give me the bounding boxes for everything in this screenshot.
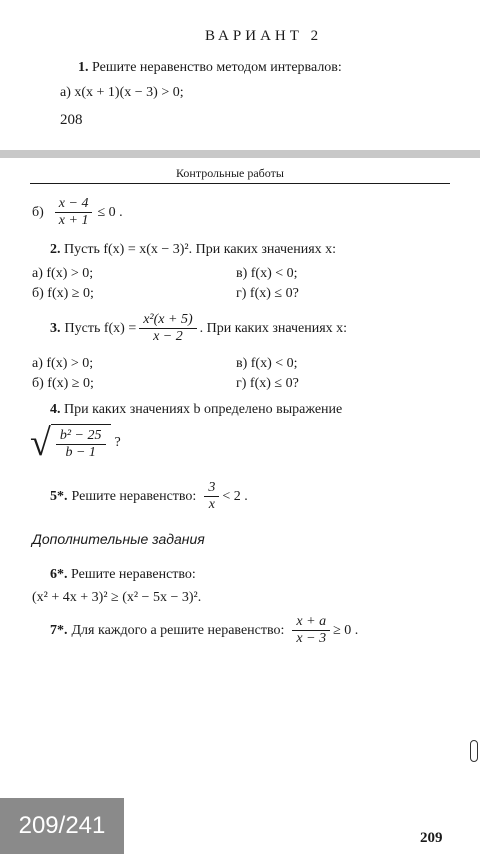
- task1-heading: 1. Решите неравенство методом интервалов:: [78, 60, 342, 75]
- task3-part-g: г) f(x) ≤ 0?: [236, 376, 299, 391]
- page-number-right: 209: [420, 830, 443, 846]
- fraction: $\frac{3}{x}$: [204, 480, 219, 513]
- task2-part-a: а) f(x) > 0;: [32, 266, 94, 281]
- task6-expression: (x² + 4x + 3)² ≥ (x² − 5x − 3)².: [32, 590, 202, 605]
- header-rule: [30, 183, 450, 184]
- page-number-left: 208: [60, 112, 83, 128]
- running-head: Контрольные работы: [176, 166, 284, 180]
- fraction: $\frac{x - 4}{x + 1}$: [55, 196, 93, 229]
- task2-part-v: в) f(x) < 0;: [236, 266, 298, 281]
- task2-part-g: г) f(x) ≤ 0?: [236, 286, 299, 301]
- variant-heading: ВАРИАНТ 2: [205, 28, 323, 44]
- fraction: $\frac{\text{x²(x + 5)}}{x - 2}$: [139, 312, 196, 345]
- task1-part-b: б) $\frac{x - 4}{x + 1}$ ≤ 0 .: [32, 196, 123, 228]
- square-root: √ $\frac{\text{b² − 25}}{b - 1}$: [30, 424, 111, 462]
- task3-heading: 3. Пусть f(x) = $\frac{\text{x²(x + 5)}}{x - 2}$ . При каких значениях x:: [50, 312, 348, 344]
- task3-part-b: б) f(x) ≥ 0;: [32, 376, 94, 391]
- additional-tasks-title: Дополнительные задания: [32, 531, 205, 547]
- task3-part-a: а) f(x) > 0;: [32, 356, 94, 371]
- task4-expression: √ $\frac{\text{b² − 25}}{b - 1}$ ?: [30, 422, 121, 464]
- page-divider: [0, 150, 480, 158]
- scrollbar-handle[interactable]: [470, 740, 478, 762]
- task2-part-b: б) f(x) ≥ 0;: [32, 286, 94, 301]
- task6-heading: 6*. Решите неравенство:: [50, 567, 196, 582]
- task7: 7*. Для каждого a решите неравенство: $\frac{x + a}{x - 3}$ ≥ 0 .: [50, 614, 359, 646]
- fraction: $\frac{x + a}{x - 3}$: [292, 614, 330, 647]
- task4-heading: 4. При каких значениях b определено выражение: [50, 402, 343, 417]
- fraction: $\frac{\text{b² − 25}}{b - 1}$: [56, 428, 106, 461]
- task3-part-v: в) f(x) < 0;: [236, 356, 298, 371]
- page-counter-badge: 209/241: [0, 798, 124, 854]
- task5: 5*. Решите неравенство: $\frac{3}{x}$ < 2 .: [50, 480, 248, 512]
- task2-heading: 2. Пусть f(x) = x(x − 3)². При каких значениях x:: [50, 242, 337, 257]
- task1-part-a: а) x(x + 1)(x − 3) > 0;: [60, 85, 184, 100]
